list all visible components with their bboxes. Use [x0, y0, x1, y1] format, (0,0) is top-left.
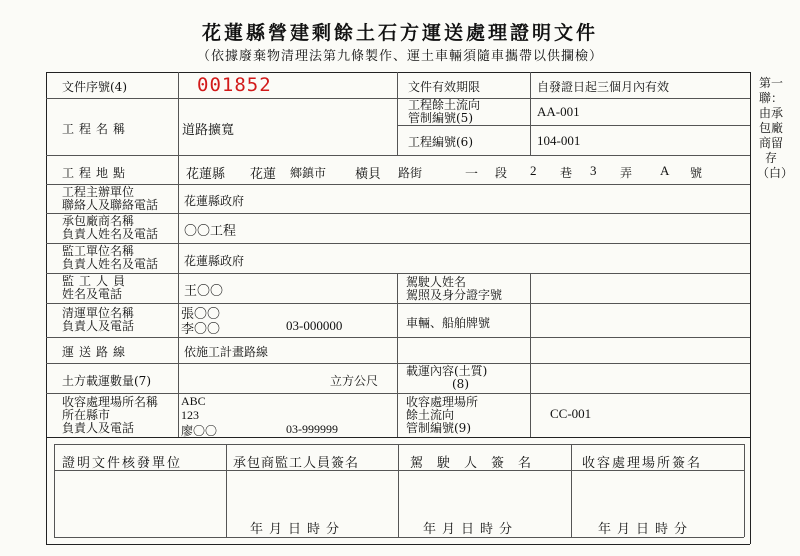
address-number-unit: 號 — [690, 166, 703, 180]
driver-label-1: 駕駛人姓名 — [406, 275, 467, 289]
address-village: 橫貝 — [355, 166, 382, 181]
sig-date-supervisor: 年月日時分 — [250, 522, 346, 537]
receiver-person: 廖〇〇 — [181, 424, 218, 438]
sig-header-supervisor: 承包商監工人員簽名 — [233, 456, 360, 471]
form-title: 花蓮縣營建剩餘土石方運送處理證明文件 — [201, 22, 598, 44]
receiver-label-2: 所在縣市 — [62, 408, 111, 422]
hauler-person: 李〇〇 — [181, 321, 221, 336]
site-staff-label-1: 監工人員 — [62, 274, 131, 288]
contractor-label-1: 承包廠商名稱 — [62, 214, 135, 228]
address-lane: 2 — [530, 163, 537, 178]
supervisor-label-2: 負責人姓名及電話 — [62, 257, 159, 271]
project-no-value: 104-001 — [537, 133, 581, 148]
address-alley-unit: 弄 — [620, 166, 633, 180]
address-town-suffix: 鄉鎮市 — [290, 166, 327, 180]
copy-note: 第一聯：由承包廠商留存（白） — [757, 76, 794, 180]
address-road-suffix: 路街 — [398, 166, 423, 180]
site-staff-value: 王〇〇 — [184, 283, 224, 298]
site-staff-label-2: 姓名及電話 — [62, 287, 123, 301]
supervisor-label-1: 監工單位名稱 — [62, 244, 135, 258]
address-county: 花蓮縣 — [186, 166, 226, 181]
address-town: 花蓮 — [250, 166, 277, 181]
doc-serial-label: 文件序號(4) — [62, 80, 127, 94]
volume-label: 土方載運數量(7) — [62, 374, 151, 388]
sig-header-driver: 駕駛人簽名 — [410, 456, 546, 471]
hauler-label-1: 清運單位名稱 — [62, 306, 135, 320]
receiver-label-3: 負責人及電話 — [62, 421, 135, 435]
validity-value: 自發證日起三個月內有效 — [537, 80, 670, 94]
sig-date-driver: 年月日時分 — [423, 522, 519, 537]
hauler-phone: 03-000000 — [286, 318, 343, 333]
address-alley: 3 — [590, 163, 597, 178]
doc-serial-value: 001852 — [197, 74, 272, 96]
supervisor-value: 花蓮縣政府 — [184, 254, 245, 268]
sig-header-issuer: 證明文件核發單位 — [62, 456, 183, 471]
cargo-label-1: 載運內容(土質) — [406, 364, 488, 378]
receiver-flow-label-3: 管制編號(9) — [406, 421, 471, 435]
receiver-flow-label-1: 收容處理場所 — [406, 395, 479, 409]
contractor-value: 〇〇工程 — [184, 223, 237, 238]
receiver-name: ABC — [181, 394, 206, 408]
contractor-label-2: 負責人姓名及電話 — [62, 227, 159, 241]
organizer-label-1: 工程主辦單位 — [62, 185, 135, 199]
address-section-unit: 段 — [495, 166, 508, 180]
address-number: A — [660, 163, 670, 178]
flow-no-label-1: 工程餘土流向 — [408, 98, 481, 112]
hauler-name: 張〇〇 — [181, 306, 221, 321]
hauler-label-2: 負責人及電話 — [62, 319, 135, 333]
driver-label-2: 駕照及身分證字號 — [406, 288, 503, 302]
receiver-flow-value: CC-001 — [550, 406, 592, 421]
project-name-label: 工程名稱 — [62, 122, 131, 136]
address-lane-unit: 巷 — [560, 166, 573, 180]
sig-header-receiver: 收容處理場所簽名 — [582, 456, 703, 471]
address-label: 工程地點 — [62, 166, 131, 180]
project-no-label: 工程編號(6) — [408, 135, 473, 149]
flow-no-value: AA-001 — [537, 104, 580, 119]
organizer-label-2: 聯絡人及聯絡電話 — [62, 198, 159, 212]
project-name-value: 道路擴寬 — [182, 122, 235, 137]
route-value: 依施工計畫路線 — [184, 345, 269, 359]
organizer-value: 花蓮縣政府 — [184, 194, 245, 208]
cargo-label-2: (8) — [452, 377, 469, 391]
sig-date-receiver: 年月日時分 — [598, 522, 694, 537]
route-label: 運送路線 — [62, 345, 131, 359]
flow-no-label-2: 管制編號(5) — [408, 111, 473, 125]
receiver-city: 123 — [181, 408, 199, 422]
receiver-phone: 03-999999 — [286, 422, 338, 436]
volume-unit: 立方公尺 — [330, 374, 379, 388]
form-subtitle: （依據廢棄物清理法第九條製作、運土車輛須隨車攜帶以供攔檢） — [196, 49, 603, 64]
vehicle-label: 車輛、船舶牌號 — [406, 316, 491, 330]
validity-label: 文件有效期限 — [408, 80, 481, 94]
address-section: 一 — [465, 166, 479, 181]
receiver-flow-label-2: 餘土流向 — [406, 408, 455, 422]
receiver-label-1: 收容處理場所名稱 — [62, 395, 159, 409]
